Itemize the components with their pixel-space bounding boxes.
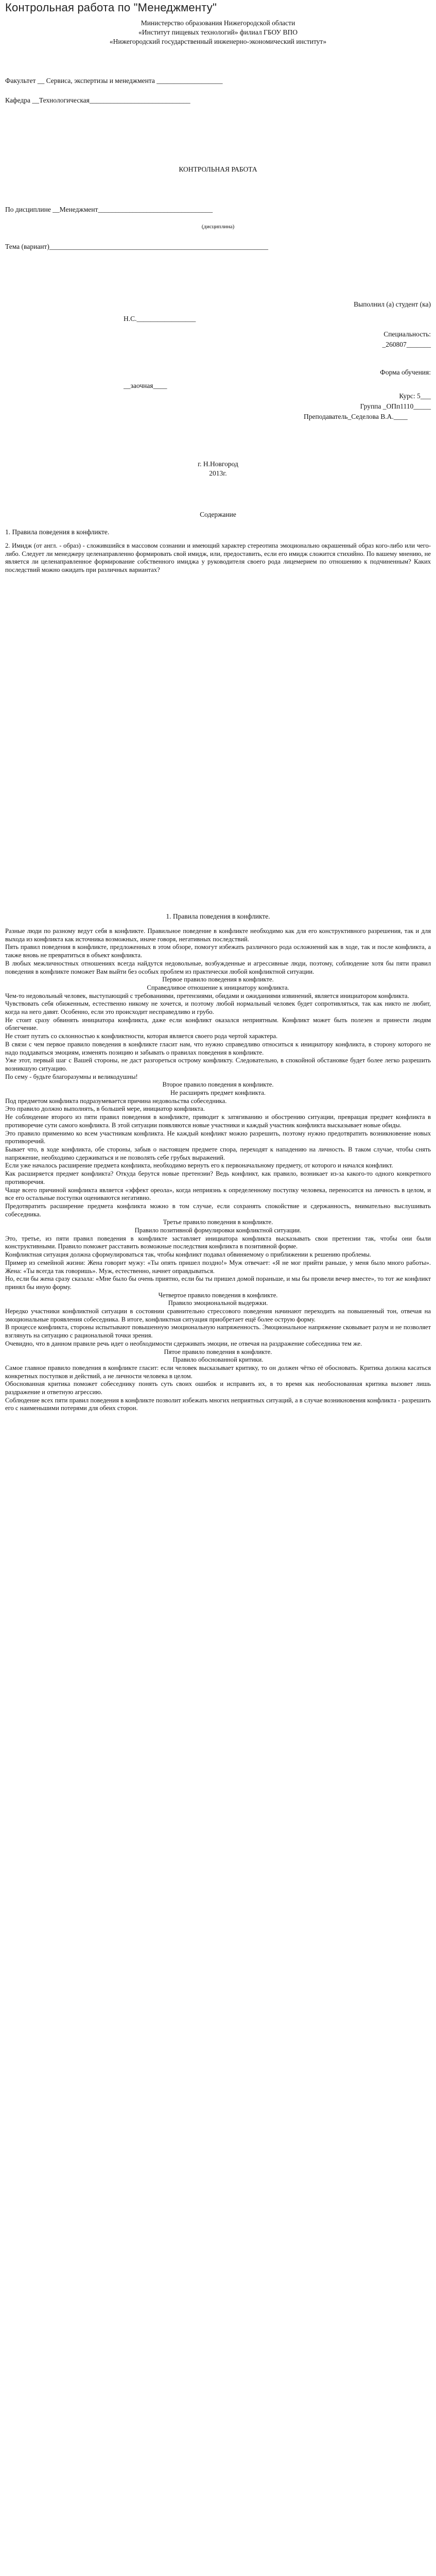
course-line: Курс: 5___	[399, 392, 431, 400]
teacher-line: Преподаватель_Седелова В.А.____	[304, 413, 408, 420]
discipline-line: По дисциплине __Менеджмент_________________________________	[5, 206, 213, 213]
university-line: «Нижегородский государственный инженерно-экономический институт»	[109, 38, 327, 45]
subheading: Справедливое отношение к инициатору конфликта.	[147, 984, 289, 991]
paragraph: Это правило должно выполнять, в большей мере, инициатор конфликта.	[5, 1105, 205, 1113]
section1-body	[5, 927, 431, 1413]
document-title: Контрольная работа по "Менеджменту"	[5, 1, 217, 14]
study-form-value: __заочная____	[124, 382, 167, 389]
paragraph: Чаще всего причиной конфликта является «эффект ореола», когда неприязнь к определенному поступку человека, переносится на личность в целом, и все его остальные поступки оцениваются негативно.	[5, 1186, 431, 1202]
institute-line: «Институт пищевых технологий» филиал ГБОУ ВПО	[138, 28, 298, 36]
done-by-label: Выполнил (а) студент (ка)	[354, 300, 431, 308]
work-heading: КОНТРОЛЬНАЯ РАБОТА	[179, 165, 257, 173]
contents-heading: Содержание	[200, 511, 236, 518]
department-line: Кафедра __Технологическая_____________________________	[5, 96, 190, 104]
paragraph: Соблюдение всех пяти правил поведения в конфликте позволит избежать многих неприятных ситуаций, а в случае возникновения конфликта - разрешить его с наименьшими потерями для обеих сторон.	[5, 1396, 431, 1412]
subheading: Третье правило поведения в конфликте.	[163, 1218, 273, 1226]
paragraph: Под предметом конфликта подразумевается причина недовольства собеседника.	[5, 1097, 227, 1105]
paragraph: Если уже началось расширение предмета конфликта, необходимо вернуть его к первоначальному предмету, от которого и начался конфликт.	[5, 1162, 393, 1170]
paragraph: Бывает что, в ходе конфликта, обе стороны, забыв о настоящем предмете спора, переходят к нападению на личность. В таком случае, чтобы снять напряжение, необходимо сдерживаться и не позволять себе грубых выражений.	[5, 1145, 431, 1161]
subheading: Правило позитивной формулировки конфликтной ситуации.	[134, 1227, 302, 1234]
paragraph: Предотвратить расширение предмета конфликта можно в том случае, если сохранять спокойствие и сдержанность, внимательно выслушивать собеседника.	[5, 1202, 431, 1218]
paragraph: Очевидно, что в данном правиле речь идет о необходимости сдерживать эмоции, не отвечая на раздражение собеседника тем же.	[5, 1340, 362, 1347]
subheading: Первое правило поведения в конфликте.	[162, 976, 274, 984]
paragraph: В процессе конфликта, стороны испытывают повышенную эмоциональную напряженность. Эмоциональное напряжение сковывает разум и не позволяет взглянуть на ситуацию с рациональной точки зрения.	[5, 1324, 431, 1340]
group-line: Группа _ОПп1110_____	[360, 402, 431, 410]
paragraph: Это, третье, из пяти правил поведения в конфликте заставляет инициатора конфликта высказывать свои претензии так, чтобы они были конструктивными. Правило поможет расставить возможные последствия конфликта в позитивной форме.	[5, 1234, 431, 1250]
contents-item-2: 2. Имидж (от англ. - образ) - сложившийся в массовом сознании и имеющий характер стереотипа эмоционально окрашенный образ кого-либо или чего-либо. Следует ли менеджеру целенаправленно формировать свой имидж, или, предоставить, если его имидж сложится стихийно. По вашему мнению, не является ли целенаправленное формирование собственного имиджа у руководителя своего рода лицемерием по отношению к подчиненным? Каких последствий можно ожидать при различных вариантах?	[5, 542, 431, 574]
paragraph: Обоснованная критика поможет собеседнику понять суть своих ошибок и исправить их, в то время как необоснованная критика вызовет лишь раздражение и ответную агрессию.	[5, 1380, 431, 1396]
paragraph: Пять правил поведения в конфликте, предложенных в этом обзоре, помогут избежать различного рода осложнений как в ходе, так и после конфликта, а также вновь не превратиться в объект конфликта.	[5, 943, 431, 959]
study-form-label: Форма обучения:	[380, 368, 431, 376]
section1-heading: 1. Правила поведения в конфликте.	[166, 912, 270, 920]
specialty-label: Специальность:	[383, 330, 431, 338]
paragraph: Не стоит путать со склонностью к конфликтности, которая является своего рода чертой характера.	[5, 1032, 278, 1040]
paragraph: Разные люди по разному ведут себя в конфликте. Правильное поведение в конфликте необходимо как для его конструктивного разрешения, так и для выхода из конфликта как источника возможных, иначе говоря, негативных последствий.	[5, 927, 431, 943]
paragraph: Не стоит сразу обвинять инициатора конфликта, даже если конфликт оказался неприятным. Конфликт может быть полезен и принести людям облегчение.	[5, 1016, 431, 1032]
paragraph: По сему - будьте благоразумны и великодушны!	[5, 1073, 138, 1080]
paragraph: Пример из семейной жизни: Жена говорит мужу: «Ты опять пришел поздно!» Муж отвечает: «Я не мог прийти раньше, у меня было много работы». Жена: «Ты всегда так говоришь». Муж, естественно, начнет оправдываться.	[5, 1259, 431, 1275]
paragraph: Чувствовать себя обиженным, естественно никому не хочется, и поэтому любой нормальный человек будет сопротивляться, так как никто не любит, когда на него давят. Особенно, если это происходит несправедливо и грубо.	[5, 1000, 431, 1016]
paragraph: Уже этот, первый шаг с Вашей стороны, не даст разгореться острому конфликту. Следовательно, в спокойной обстановке будет более легко разрешить возникшую ситуацию.	[5, 1057, 431, 1072]
paragraph: В связи с чем первое правило поведения в конфликте гласит нам, что нужно справедливо относиться к инициатору конфликта, в сторону которого не надо поддаваться эмоциям, изменять позицию и забывать о правилах поведения в конфликте.	[5, 1040, 431, 1056]
discipline-note: (дисциплина)	[201, 224, 235, 230]
paragraph: Не соблюдение второго из пяти правил поведения в конфликте, приводит к затягиванию и обострению ситуации, превращая предмет конфликта в противоречие сути самого конфликта. В этой ситуации появляются новые участники и каждый участник конфликта высказывает новые обиды.	[5, 1113, 431, 1129]
subheading: Правило эмоциональной выдержки.	[168, 1299, 268, 1307]
contents-item-1: 1. Правила поведения в конфликте.	[5, 528, 110, 536]
paragraph: Как расширяется предмет конфликта? Откуда берутся новые претензии? Ведь конфликт, как правило, возникает из-за какого-то одного конкретного противоречия.	[5, 1170, 431, 1185]
specialty-value: _260807_______	[382, 341, 431, 348]
city-line: г. Н.Новгород	[198, 460, 238, 468]
year-line: 2013г.	[209, 469, 227, 477]
paragraph: Чем-то недовольный человек, выступающий с требованиями, претензиями, обидами и ожиданиями извинений, является инициатором конфликта.	[5, 992, 409, 999]
subheading: Второе правило поведения в конфликте.	[162, 1081, 274, 1089]
subheading: Правило обоснованной критики.	[172, 1356, 264, 1364]
student-name: Н.С._________________	[124, 315, 196, 323]
faculty-line: Факультет __ Сервиса, экспертизы и менеджмента ___________________	[5, 77, 223, 84]
paragraph: Но, если бы жена сразу сказала: «Мне было бы очень приятно, если бы ты пришел домой пораньше, и мы бы провели вечер вместе», то тот же конфликт принял бы иную форму.	[5, 1275, 431, 1291]
subheading: Пятое правило поведения в конфликте.	[164, 1348, 272, 1355]
paragraph: В любых межличностных отношениях всегда найдутся недовольные, возбужденные и агрессивные люди, поэтому, соблюдение хотя бы пяти правил поведения в конфликте поможет Вам выйти без особых проблем из практически любой конфликтной ситуации.	[5, 959, 431, 975]
paragraph: Это правило применимо ко всем участникам конфликта. Не каждый конфликт можно разрешить, поэтому нужно предотвратить возникновение новых противоречий.	[5, 1129, 431, 1145]
subheading: Не расширять предмет конфликта.	[170, 1089, 266, 1097]
subheading: Четвертое правило поведения в конфликте.	[158, 1291, 278, 1299]
paragraph: Самое главное правило поведения в конфликте гласит: если человек высказывает критику, то он должен чётко её обосновать. Критика должна касаться конкретных поступков и действий, а не личности человека в целом.	[5, 1364, 431, 1380]
ministry-line: Министерство образования Нижегородской области	[141, 19, 295, 27]
topic-line: Тема (вариант)_______________________________________________________________	[5, 243, 269, 250]
paragraph: Нередко участники конфликтной ситуации в состоянии сравнительно стрессового поведения начинают переходить на повышенный тон, отвечая на эмоциональные проявления собеседника. В итоге, конфликтная ситуация приобретает ещё более острую форму.	[5, 1308, 431, 1323]
paragraph: Конфликтная ситуация должна сформулироваться так, чтобы конфликт подавал обвиняемому о приближении к решению проблемы.	[5, 1251, 372, 1259]
